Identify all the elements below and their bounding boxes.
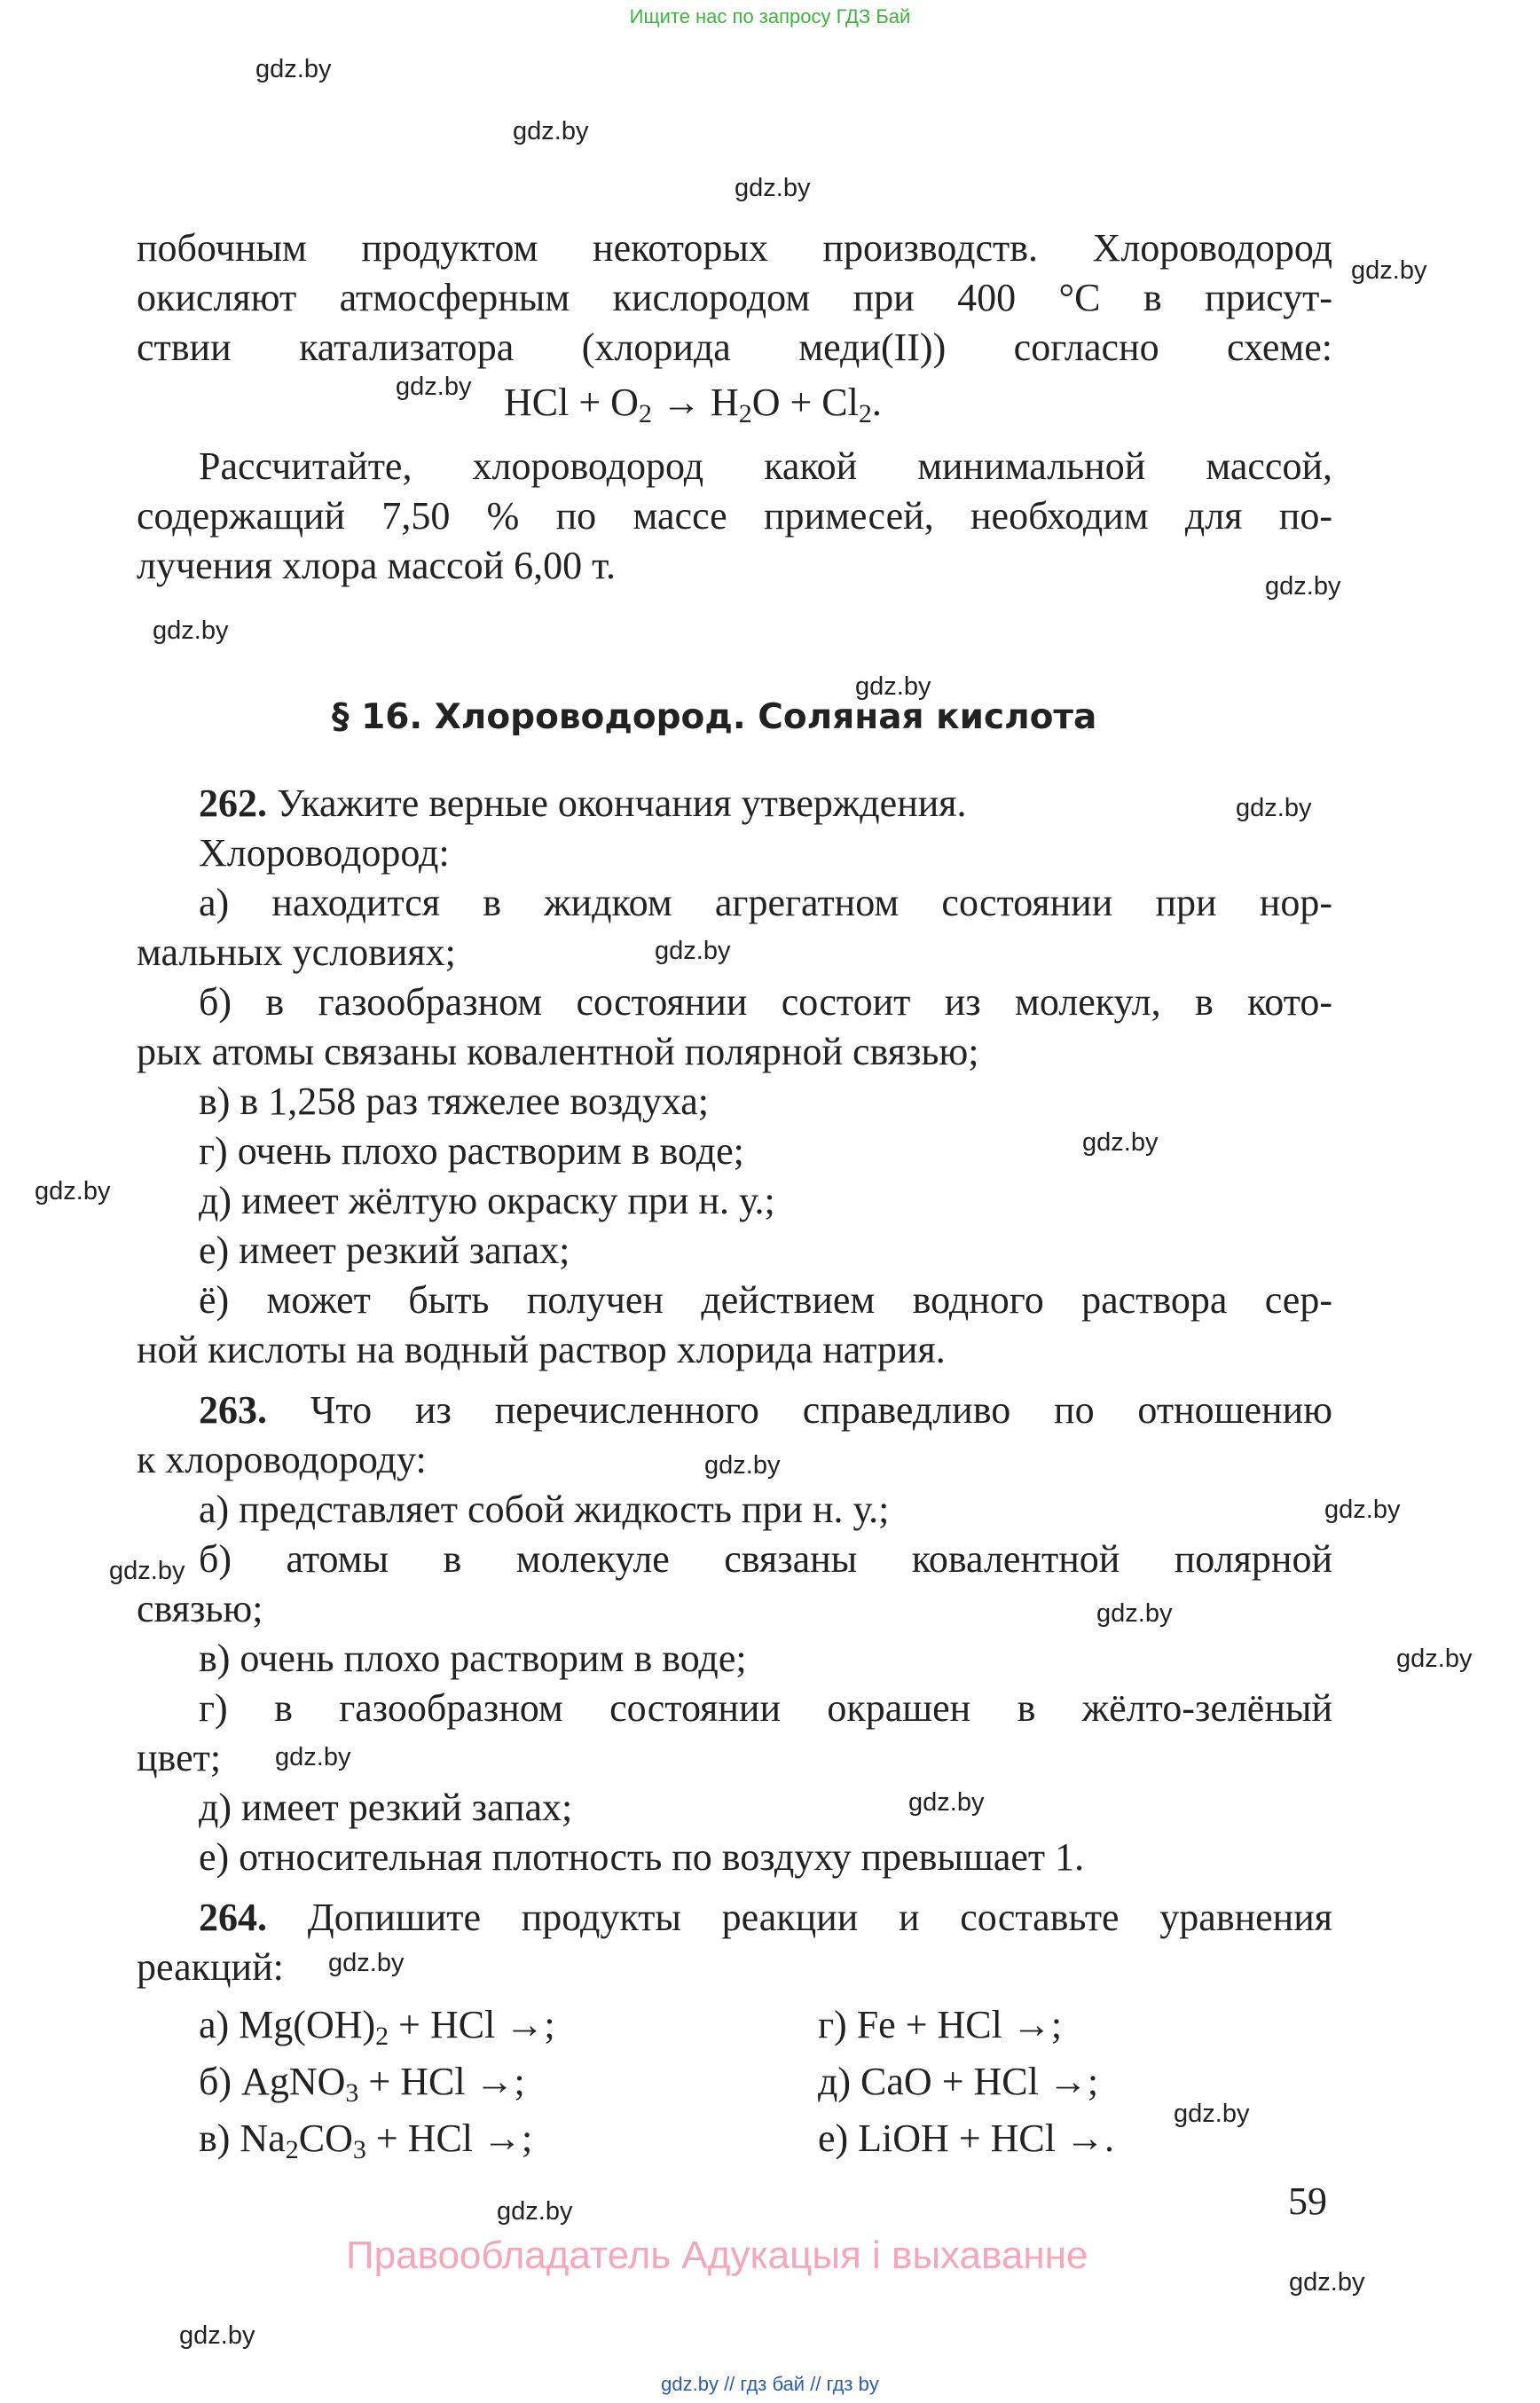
reaction-g: г) Fe + HCl →;: [818, 2003, 1063, 2046]
watermark: gdz.by: [908, 1788, 985, 1817]
list-item: цвет;: [137, 1736, 222, 1779]
watermark: gdz.by: [255, 55, 332, 83]
footer-links[interactable]: gdz.by // гдз бай // гдз by: [661, 2373, 879, 2395]
list-item: г) в газообразном состоянии окрашен в жёлто-зелёный: [199, 1686, 1332, 1730]
watermark: gdz.by: [35, 1177, 111, 1205]
text-line: побочным продуктом некоторых производств. Хлороводород: [137, 226, 1332, 270]
text-line: реакций:: [137, 1945, 284, 1989]
chemical-equation: HCl + $O_2 \to H_2O + Cl_2$.: [504, 381, 882, 428]
list-item: ё) может быть получен действием водного раствора сер-: [199, 1278, 1332, 1322]
watermark: gdz.by: [109, 1557, 185, 1585]
watermark: gdz.by: [1082, 1128, 1159, 1157]
watermark: gdz.by: [396, 373, 472, 401]
list-item: ной кислоты на водный раствор хлорида натрия.: [137, 1328, 946, 1371]
list-item: связью;: [137, 1587, 263, 1630]
watermark: gdz.by: [655, 937, 731, 965]
watermark: gdz.by: [1324, 1496, 1401, 1524]
question-title: 262. Укажите верные окончания утверждения.: [199, 781, 967, 825]
section-title: § 16. Хлороводород. Соляная кислота: [332, 697, 1097, 737]
list-item: е) имеет резкий запах;: [199, 1229, 570, 1272]
list-item: г) очень плохо растворим в воде;: [199, 1129, 744, 1173]
text-line: окисляют атмосферным кислородом при 400 °C в присут-: [137, 276, 1332, 319]
reaction-d: д) CaO + HCl →;: [818, 2060, 1099, 2103]
list-item: а) представляет собой жидкость при н. у.;: [199, 1488, 890, 1531]
rights-holder: Правообладатель Адукацыя і выхаванне: [346, 2234, 1088, 2277]
list-item: в) в 1,258 раз тяжелее воздуха;: [199, 1080, 709, 1123]
reaction-v: в) $Na_2CO_3$ + HCl →;: [199, 2116, 533, 2164]
text-line: Рассчитайте, хлороводород какой минимальной массой,: [199, 444, 1332, 488]
watermark: gdz.by: [497, 2197, 573, 2226]
watermark: gdz.by: [735, 174, 811, 202]
page-number: 59: [1288, 2179, 1327, 2223]
list-item: д) имеет резкий запах;: [199, 1786, 573, 1829]
list-item: а) находится в жидком агрегатном состоянии при нор-: [199, 881, 1332, 924]
question-number: 263.: [199, 1388, 267, 1432]
text-line: содержащий 7,50 % по массе примесей, необходим для по-: [137, 494, 1332, 538]
watermark: gdz.by: [855, 672, 931, 701]
text-line: Хлороводород:: [199, 831, 450, 875]
list-item: мальных условиях;: [137, 931, 456, 974]
top-banner: Ищите нас по запросу ГДЗ Бай: [629, 5, 911, 27]
question-number: 262.: [199, 781, 267, 825]
watermark: gdz.by: [1289, 2268, 1365, 2297]
question-title: 263. Что из перечисленного справедливо по отношению: [199, 1388, 1332, 1432]
reaction-a: а) $Mg(OH)_2$ + HCl →;: [199, 2003, 555, 2051]
watermark: gdz.by: [275, 1743, 351, 1771]
list-item: е) относительная плотность по воздуху превышает 1.: [199, 1835, 1085, 1879]
watermark: gdz.by: [1174, 2100, 1250, 2128]
list-item: д) имеет жёлтую окраску при н. у.;: [199, 1179, 775, 1222]
list-item: б) атомы в молекуле связаны ковалентной полярной: [199, 1537, 1332, 1581]
text-line: лучения хлора массой 6,00 т.: [137, 544, 617, 587]
text-line: ствии катализатора (хлорида меди(II)) согласно схеме:: [137, 326, 1332, 369]
watermark: gdz.by: [153, 616, 229, 645]
question-number: 264.: [199, 1896, 267, 1939]
watermark: gdz.by: [513, 117, 589, 145]
watermark: gdz.by: [1396, 1645, 1473, 1673]
watermark: gdz.by: [704, 1451, 781, 1480]
watermark: gdz.by: [1351, 256, 1427, 285]
list-item: в) очень плохо растворим в воде;: [199, 1637, 747, 1680]
text-line: к хлороводороду:: [137, 1438, 427, 1481]
watermark: gdz.by: [1236, 794, 1312, 822]
reaction-b: б) AgNO$_3$ + HCl →;: [199, 2060, 525, 2108]
watermark: gdz.by: [1265, 572, 1341, 601]
list-item: рых атомы связаны ковалентной полярной связью;: [137, 1030, 979, 1073]
reaction-e: е) LiOH + HCl →.: [818, 2116, 1114, 2160]
question-title: 264. Допишите продукты реакции и составьте уравнения: [199, 1896, 1332, 1939]
list-item: б) в газообразном состоянии состоит из молекул, в кото-: [199, 980, 1332, 1024]
watermark: gdz.by: [328, 1949, 405, 1977]
watermark: gdz.by: [1096, 1599, 1173, 1628]
watermark: gdz.by: [179, 2321, 255, 2350]
